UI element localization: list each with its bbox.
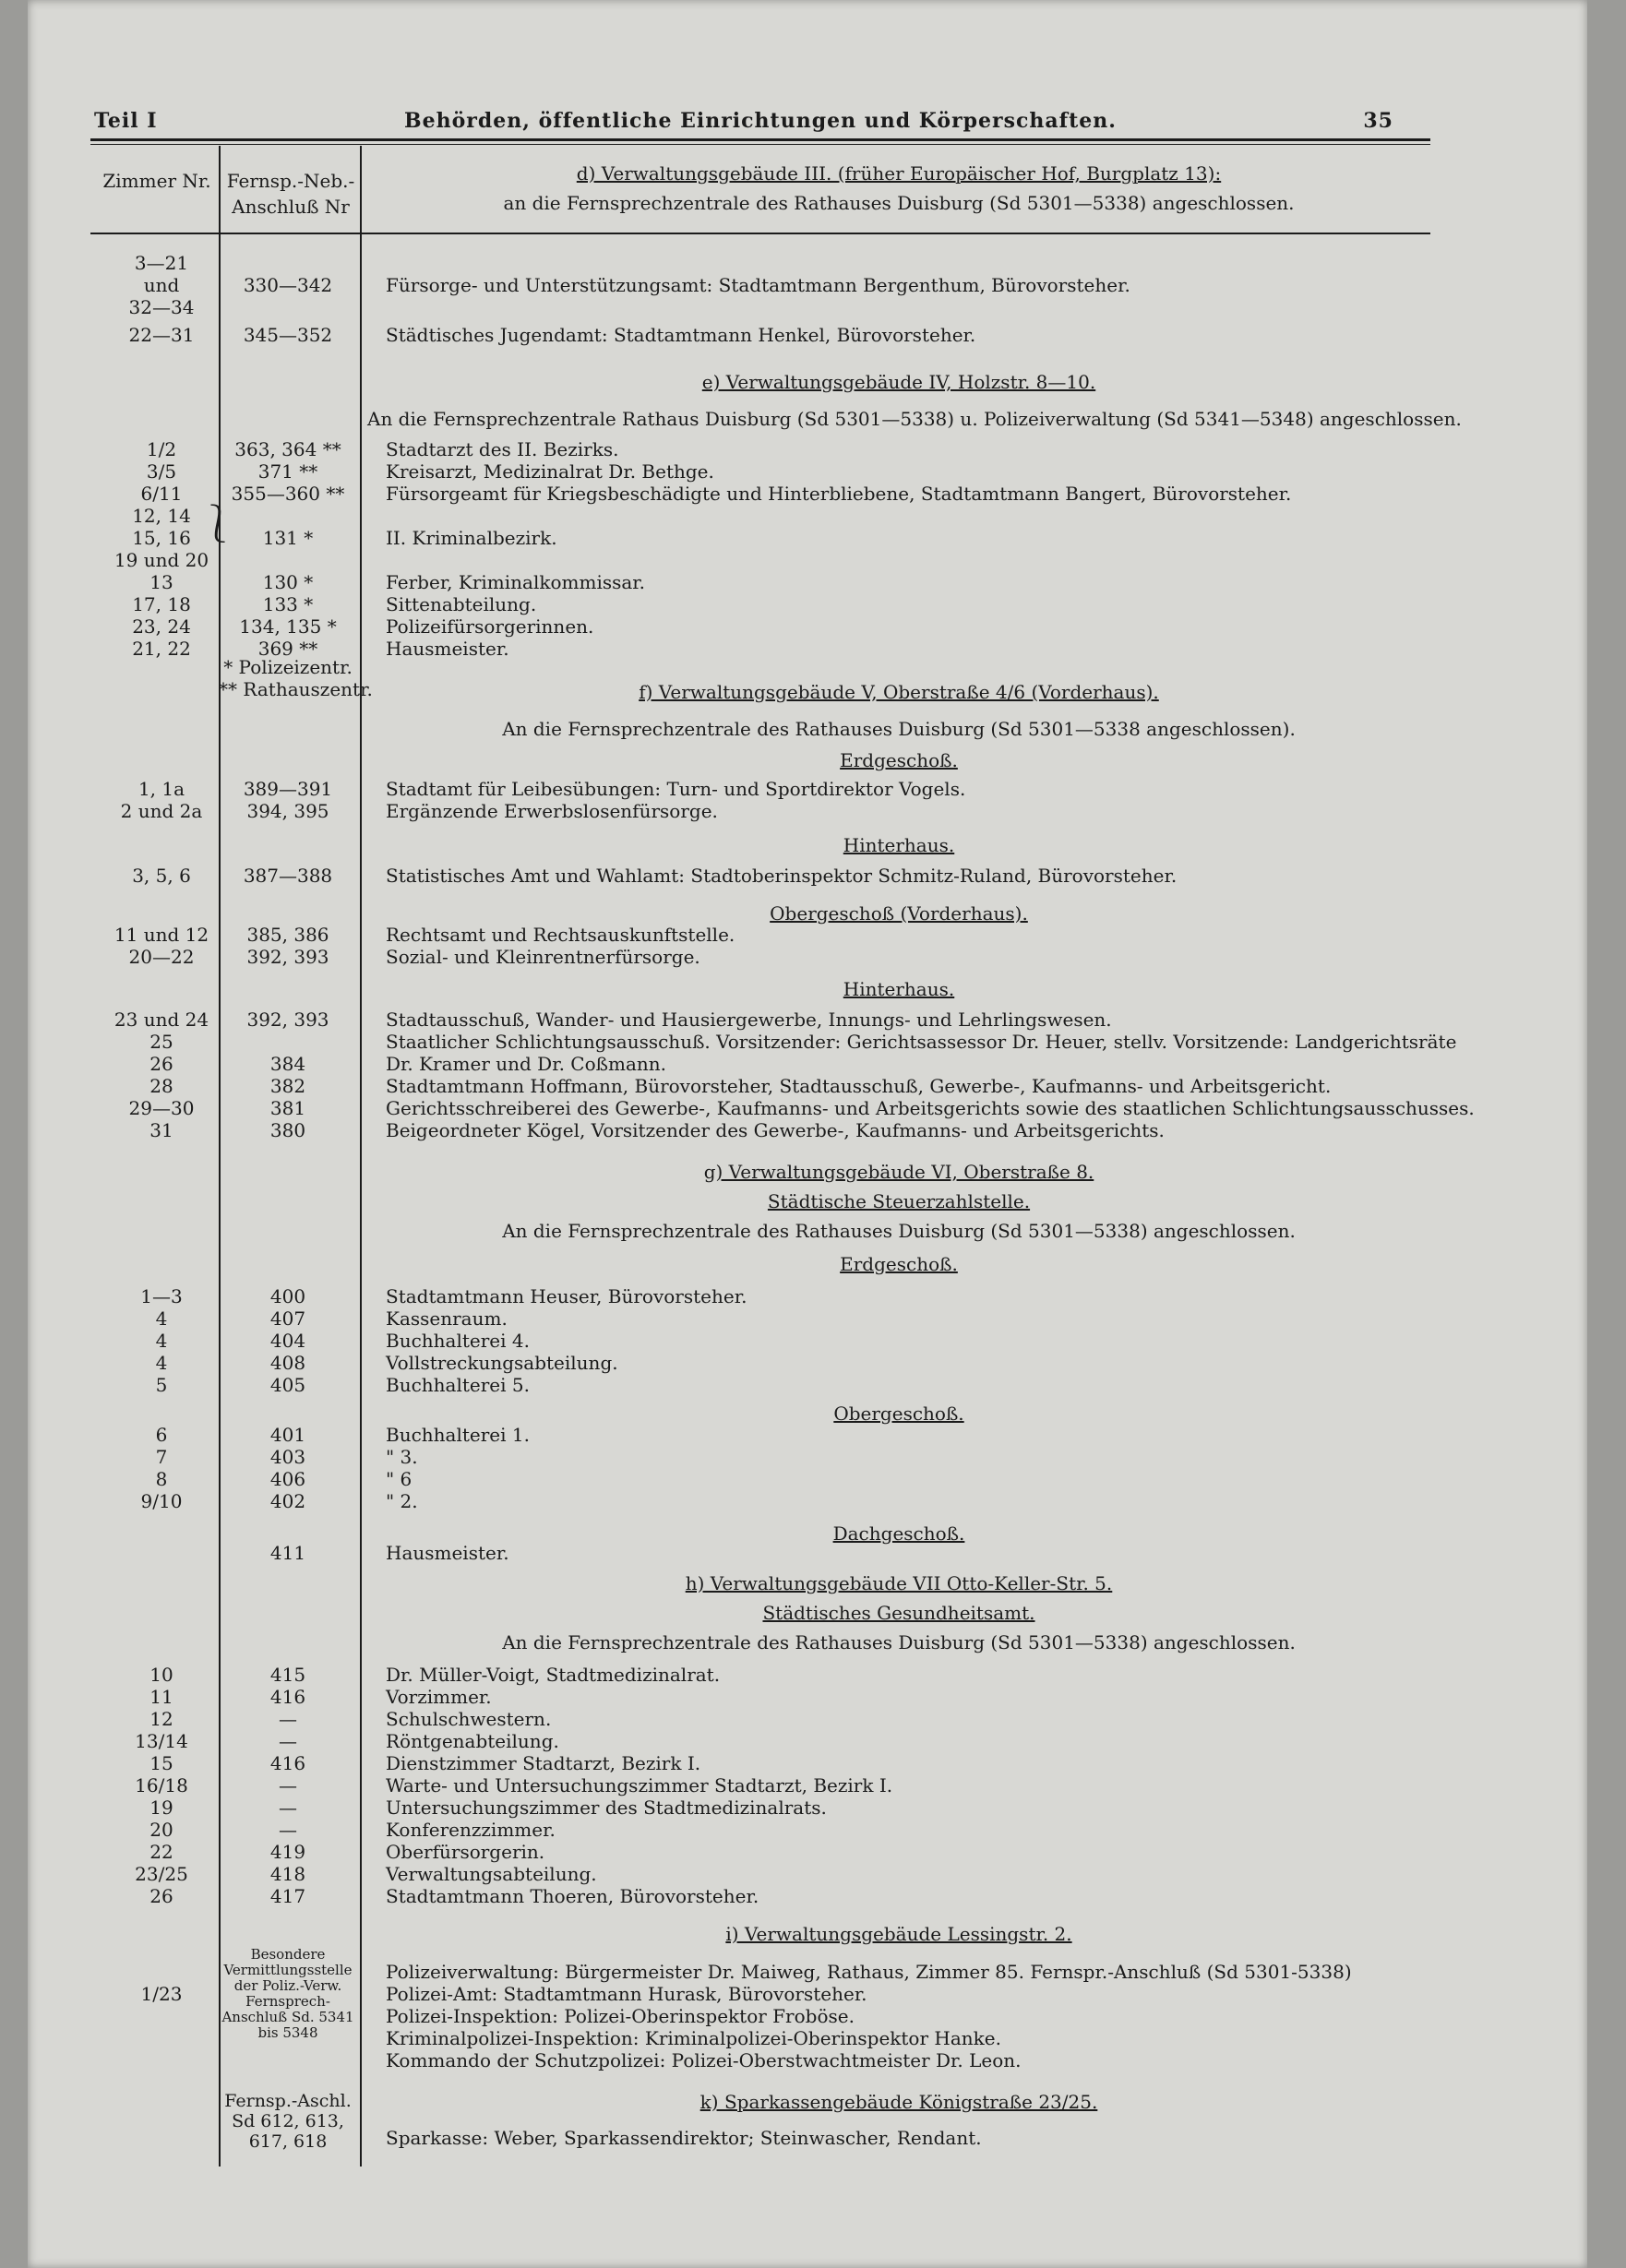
fernsp-cell: 369 ** [257,638,318,660]
zimmer-cell: 4 [155,1307,168,1330]
fernsp-cell: 385, 386 [246,924,329,946]
entry-text: Hausmeister. [386,1542,509,1564]
zimmer-cell: 6 [155,1424,168,1446]
zimmer-cell: 1/2 [146,438,177,460]
fernsp-cell: 418 [269,1863,306,1885]
zimmer-cell: 5 [155,1374,168,1396]
entry-text: Polizeiverwaltung: Bürgermeister Dr. Maiweg, Rathaus, Zimmer 85. Fernspr.-Anschluß (Sd 5301-5338) [386,1961,1352,1983]
section-heading: g) Verwaltungsgebäude VI, Oberstraße 8. [703,1161,1094,1183]
entry-text: Dr. Kramer und Dr. Coßmann. [386,1053,667,1075]
zimmer-cell: 23, 24 [132,615,191,638]
zimmer-cell: 17, 18 [132,593,191,615]
zimmer-cell: 13 [149,571,173,593]
section-heading: d) Verwaltungsgebäude III. (früher Europäischer Hof, Burgplatz 13): [576,162,1222,185]
section-heading: An die Fernsprechzentrale Rathaus Duisburg (Sd 5301—5338) u. Polizeiverwaltung (Sd 5341—5348) angeschlossen. [367,408,1462,430]
zimmer-cell: 28 [149,1075,173,1097]
zimmer-cell: 26 [149,1053,173,1075]
entry-text: Untersuchungszimmer des Stadtmedizinalrats. [386,1796,827,1819]
zimmer-cell: 13/14 [135,1730,188,1752]
entry-text: Sozial- und Kleinrentnerfürsorge. [386,946,700,968]
section-heading: Obergeschoß. [833,1403,964,1425]
section-heading: f) Verwaltungsgebäude V, Oberstraße 4/6 (Vorderhaus). [639,681,1159,703]
brace-mark: ⎱ [199,503,236,545]
section-heading: Hinterhaus. [843,978,955,1000]
zimmer-cell: 19 [149,1796,173,1819]
zimmer-cell: 1—3 [140,1285,183,1307]
fernsp-cell: 384 [269,1053,306,1075]
entry-text: Fürsorgeamt für Kriegsbeschädigte und Hinterbliebene, Stadtamtmann Bangert, Bürovorsteher. [386,483,1292,505]
fernsp-cell: 419 [269,1841,306,1863]
zimmer-cell: 11 und 12 [114,924,209,946]
zimmer-cell: 1/23 [140,1983,183,2005]
zimmer-cell: 3, 5, 6 [132,865,191,887]
fernsp-cell: 381 [269,1097,306,1119]
fernsp-cell: 363, 364 ** [234,438,341,460]
entry-text: Sparkasse: Weber, Sparkassendirektor; Steinwascher, Rendant. [386,2127,982,2149]
entry-text: Schulschwestern. [386,1708,552,1730]
fernsp-cell: 330—342 [243,274,333,296]
fernsp-cell: 380 [269,1119,306,1141]
entry-text: Kommando der Schutzpolizei: Polizei-Oberstwachtmeister Dr. Leon. [386,2049,1022,2071]
entry-text: Dr. Müller-Voigt, Stadtmedizinalrat. [386,1664,721,1686]
zimmer-cell: 16/18 [135,1774,188,1796]
zimmer-cell: 25 [149,1031,173,1053]
zimmer-cell: 6/11 [140,483,183,505]
zimmer-cell: 4 [155,1330,168,1352]
zimmer-cell: 15 [149,1752,173,1774]
zimmer-cell: 2 und 2a [120,800,203,822]
fernsp-cell: 403 [269,1446,306,1468]
section-heading: k) Sparkassengebäude Königstraße 23/25. [699,2091,1098,2113]
section-heading: i) Verwaltungsgebäude Lessingstr. 2. [725,1923,1072,1945]
fernsp-cell: 392, 393 [246,946,329,968]
zimmer-cell: 10 [149,1664,173,1686]
fernsp-cell: 387—388 [243,865,333,887]
note-polizei-vermittlung: Besondere Vermittlungsstelle der Poliz.-Verw. Fernsprech-Anschluß Sd. 5341 bis 5348 [221,1946,354,2041]
entry-text: " 6 [386,1468,412,1490]
section-heading: Erdgeschoß. [840,1253,958,1275]
zimmer-cell: 26 [149,1885,173,1907]
fernsp-cell: 417 [269,1885,306,1907]
zimmer-cell: 23 und 24 [114,1009,209,1031]
entry-text: Stadtamt für Leibesübungen: Turn- und Sportdirektor Vogels. [386,778,966,800]
col-head-zimmer: Zimmer Nr. [102,170,211,192]
zimmer-cell: 23/25 [135,1863,188,1885]
fernsp-cell: 405 [269,1374,306,1396]
fernsp-cell: 130 * [262,571,314,593]
zimmer-cell: 11 [149,1686,173,1708]
fernsp-cell: 402 [269,1490,306,1512]
entry-text: Polizeifürsorgerinnen. [386,615,594,638]
entry-text: Gerichtsschreiberei des Gewerbe-, Kaufmanns- und Arbeitsgerichts sowie des staatlichen Schlichtungsausschusses. [386,1097,1475,1119]
column-divider-2 [360,146,362,2167]
entry-text: Kreisarzt, Medizinalrat Dr. Bethge. [386,460,714,483]
entry-text: Ergänzende Erwerbslosenfürsorge. [386,800,718,822]
fernsp-cell: 131 * [262,527,314,549]
zimmer-cell: 29—30 [128,1097,195,1119]
entry-text: Stadtarzt des II. Bezirks. [386,438,619,460]
note-sparkasse-fernsp: Fernsp.-Aschl. Sd 612, 613, 617, 618 [224,2091,352,2152]
fernsp-cell: — [279,1774,297,1796]
entry-text: Staatlicher Schlichtungsausschuß. Vorsitzender: Gerichtsassessor Dr. Heuer, stellv. Vorsitzende: Landgerichtsräte [386,1031,1457,1053]
zimmer-cell: 31 [149,1119,173,1141]
colhead-rule [90,233,1430,234]
section-heading: An die Fernsprechzentrale des Rathauses Duisburg (Sd 5301—5338) angeschlossen. [502,1631,1296,1653]
entry-text: Vollstreckungsabteilung. [386,1352,618,1374]
entry-text: Konferenzzimmer. [386,1819,556,1841]
entry-text: Fürsorge- und Unterstützungsamt: Stadtamtmann Bergenthum, Bürovorsteher. [386,274,1130,296]
fernsp-cell: 415 [269,1664,306,1686]
running-header [90,103,1430,140]
fernsp-cell: 400 [269,1285,306,1307]
fernsp-cell: — [279,1796,297,1819]
entry-text: Hausmeister. [386,638,509,660]
zimmer-cell: 3/5 [146,460,177,483]
entry-text: Warte- und Untersuchungszimmer Stadtarzt, Bezirk I. [386,1774,893,1796]
entry-text: Sittenabteilung. [386,593,537,615]
fernsp-cell: — [279,1730,297,1752]
fernsp-cell: 133 * [262,593,314,615]
entry-text: Röntgenabteilung. [386,1730,559,1752]
section-heading: h) Verwaltungsgebäude VII Otto-Keller-Str. 5. [685,1572,1113,1594]
entry-text: Kassenraum. [386,1307,508,1330]
section-heading: e) Verwaltungsgebäude IV, Holzstr. 8—10. [701,371,1096,393]
entry-text: Kriminalpolizei-Inspektion: Kriminalpolizei-Oberinspektor Hanke. [386,2027,1001,2049]
entry-text: " 3. [386,1446,418,1468]
section-heading: Obergeschoß (Vorderhaus). [770,902,1028,925]
section-heading: Städtisches Gesundheitsamt. [762,1602,1035,1624]
entry-text: Ferber, Kriminalkommissar. [386,571,646,593]
fernsp-cell: 416 [269,1752,306,1774]
entry-text: Buchhalterei 4. [386,1330,530,1352]
zimmer-cell: 22—31 [128,324,195,346]
header-rule [90,138,1430,141]
entry-text: Statistisches Amt und Wahlamt: Stadtoberinspektor Schmitz-Ruland, Bürovorsteher. [386,865,1178,887]
zimmer-cell: 32—34 [128,296,195,318]
zimmer-cell: 15, 16 [132,527,191,549]
section-heading: Hinterhaus. [843,834,955,856]
entry-text: Stadtamtmann Hoffmann, Bürovorsteher, Stadtausschuß, Gewerbe-, Kaufmanns- und Arbeitsgericht. [386,1075,1332,1097]
col-head-fernsp: Fernsp.-Neb.-Anschluß Nr [226,170,355,218]
entry-text: Polizei-Amt: Stadtamtmann Hurask, Bürovorsteher. [386,1983,867,2005]
zimmer-cell: 12 [149,1708,173,1730]
section-heading: An die Fernsprechzentrale des Rathauses Duisburg (Sd 5301—5338 angeschlossen). [502,718,1296,740]
section-heading: An die Fernsprechzentrale des Rathauses Duisburg (Sd 5301—5338) angeschlossen. [502,1220,1296,1242]
section-heading: an die Fernsprechzentrale des Rathauses Duisburg (Sd 5301—5338) angeschlossen. [503,192,1295,214]
entry-text: Buchhalterei 1. [386,1424,530,1446]
entry-text: Rechtsamt und Rechtsauskunftstelle. [386,924,735,946]
entry-text: Stadtamtmann Thoeren, Bürovorsteher. [386,1885,759,1907]
entry-text: II. Kriminalbezirk. [386,527,557,549]
fernsp-cell: 355—360 ** [231,483,345,505]
page-number: 35 [1363,109,1393,133]
zimmer-cell: 1, 1a [137,778,185,800]
fernsp-cell: 382 [269,1075,306,1097]
zimmer-cell: 4 [155,1352,168,1374]
fernsp-cell: 392, 393 [246,1009,329,1031]
zimmer-cell: 21, 22 [132,638,191,660]
entry-text: Stadtausschuß, Wander- und Hausiergewerbe, Innungs- und Lehrlingswesen. [386,1009,1112,1031]
entry-text: Polizei-Inspektion: Polizei-Oberinspektor Froböse. [386,2005,855,2027]
entry-text: Buchhalterei 5. [386,1374,530,1396]
zimmer-cell: 7 [155,1446,168,1468]
fernsp-cell: * Polizeizentr. [223,656,353,678]
entry-text: Oberfürsorgerin. [386,1841,545,1863]
entry-text: Vorzimmer. [386,1686,492,1708]
zimmer-cell: 22 [149,1841,173,1863]
fernsp-cell: 389—391 [243,778,333,800]
fernsp-cell: 134, 135 * [239,615,337,638]
zimmer-cell: 9/10 [140,1490,183,1512]
section-heading: Dachgeschoß. [832,1522,965,1545]
fernsp-cell: 416 [269,1686,306,1708]
zimmer-cell: 20—22 [128,946,195,968]
section-heading: Erdgeschoß. [840,749,958,771]
entry-text: Beigeordneter Kögel, Vorsitzender des Gewerbe-, Kaufmanns- und Arbeitsgerichts. [386,1119,1165,1141]
fernsp-cell: — [279,1819,297,1841]
fernsp-cell: 407 [269,1307,306,1330]
zimmer-cell: 19 und 20 [114,549,209,571]
zimmer-cell: 20 [149,1819,173,1841]
entry-text: " 2. [386,1490,418,1512]
entry-text: Verwaltungsabteilung. [386,1863,597,1885]
fernsp-cell: 345—352 [243,324,333,346]
entry-text: Dienstzimmer Stadtarzt, Bezirk I. [386,1752,701,1774]
part-label: Teil I [94,109,158,133]
header-rule-thin [90,144,1430,145]
zimmer-cell: 3—21 [134,252,189,274]
fernsp-cell: — [279,1708,297,1730]
fernsp-cell: 411 [269,1542,306,1564]
fernsp-cell: 404 [269,1330,306,1352]
fernsp-cell: ** Rathauszentr. [219,678,373,700]
fernsp-cell: 394, 395 [246,800,329,822]
header-title: Behörden, öffentliche Einrichtungen und Körperschaften. [404,109,1117,133]
fernsp-cell: 406 [269,1468,306,1490]
fernsp-cell: 401 [269,1424,306,1446]
entry-text: Stadtamtmann Heuser, Bürovorsteher. [386,1285,747,1307]
entry-text: Städtisches Jugendamt: Stadtamtmann Henkel, Bürovorsteher. [386,324,976,346]
fernsp-cell: 408 [269,1352,306,1374]
section-heading: Städtische Steuerzahlstelle. [767,1190,1031,1212]
fernsp-cell: 371 ** [257,460,318,483]
zimmer-cell: und [143,274,180,296]
zimmer-cell: 8 [155,1468,168,1490]
zimmer-cell: 12, 14 [132,505,191,527]
